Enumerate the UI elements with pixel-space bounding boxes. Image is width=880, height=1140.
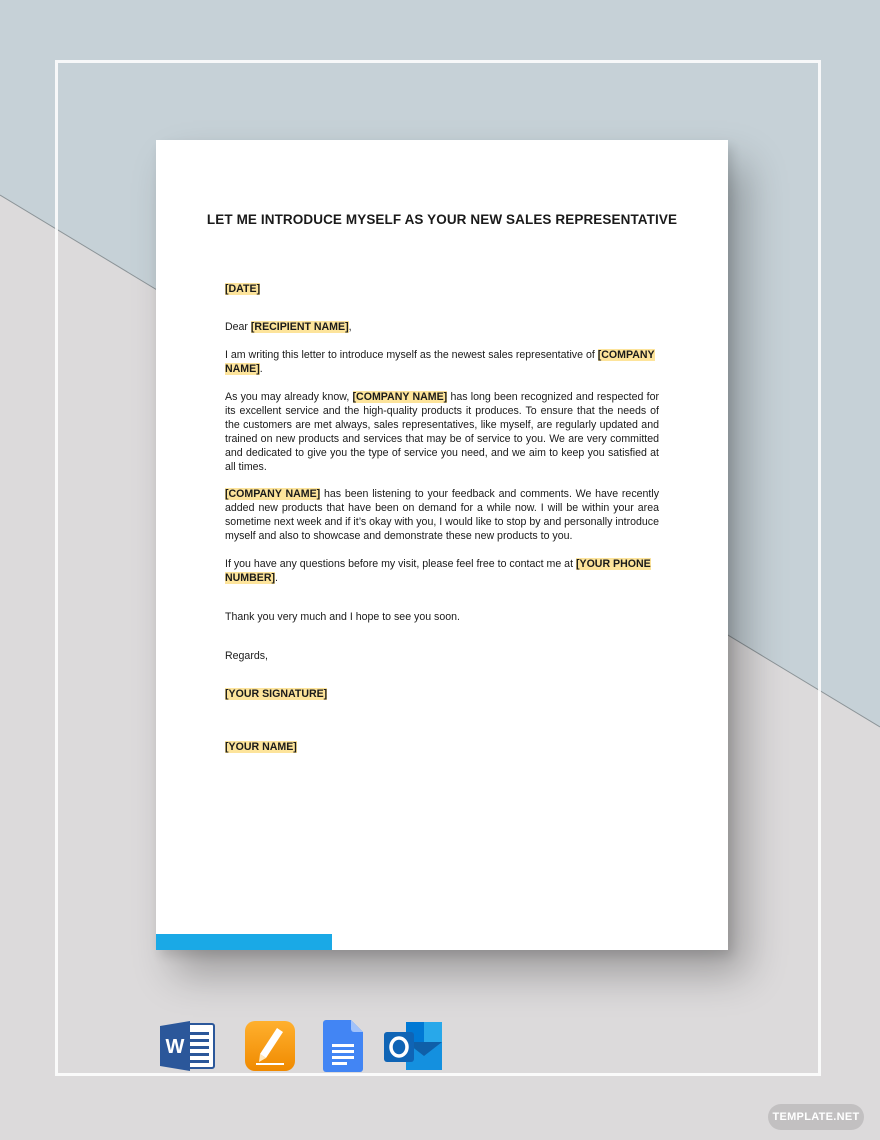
thanks-line: Thank you very much and I hope to see you soon. bbox=[225, 611, 460, 623]
phone-placeholder: [YOUR PHONE NUMBER] bbox=[225, 558, 651, 584]
microsoft-word-icon[interactable] bbox=[160, 1020, 216, 1077]
template-net-badge[interactable]: TEMPLATE.NET bbox=[768, 1104, 864, 1130]
paragraph-contact: If you have any questions before my visit, please feel free to contact me at [YOUR PHONE NUMBER]. bbox=[225, 558, 651, 584]
svg-text:W: W bbox=[165, 1036, 185, 1058]
signature-line bbox=[225, 687, 659, 701]
google-docs-icon[interactable] bbox=[323, 1020, 363, 1077]
recipient-placeholder: [RECIPIENT NAME] bbox=[250, 321, 349, 333]
company-name-placeholder: [COMPANY NAME] bbox=[225, 349, 655, 375]
apple-pages-icon[interactable] bbox=[244, 1020, 296, 1077]
name-line bbox=[225, 740, 659, 754]
company-name-placeholder: [COMPANY NAME] bbox=[225, 488, 321, 500]
letter-document bbox=[156, 140, 728, 950]
date-placeholder: [DATE] bbox=[225, 283, 261, 295]
greeting-line: Dear [RECIPIENT NAME], bbox=[225, 321, 352, 333]
accent-bar bbox=[156, 934, 332, 950]
paragraph-new-products: [COMPANY NAME] has been listening to your feedback and comments. We have recently added new products that have been on demand for a while now. I will be within your area sometime next week and if it’s okay with you, I would like to stop by and personally introduce myself and also to showcase and demonstrate these new products to you. bbox=[225, 488, 659, 542]
paragraph-about-company: As you may already know, [COMPANY NAME] has long been recognized and respected for its excellent service and the high-quality products it produces. To ensure that the needs of the customers are met always, sales representatives, like myself, are regularly updated and trained on new products and services that may be of service to you. We are very committed and dedicated to give you the type of service you need, and we aim to keep you satisfied at all times. bbox=[225, 391, 659, 473]
document-title: LET ME INTRODUCE MYSELF AS YOUR NEW SALES REPRESENTATIVE bbox=[206, 212, 678, 227]
microsoft-outlook-icon[interactable] bbox=[384, 1020, 444, 1077]
regards-line: Regards, bbox=[225, 650, 268, 662]
signature-placeholder: [YOUR SIGNATURE] bbox=[225, 688, 328, 700]
name-placeholder: [YOUR NAME] bbox=[225, 741, 297, 753]
company-name-placeholder: [COMPANY NAME] bbox=[352, 391, 448, 403]
date-line bbox=[225, 282, 659, 296]
paragraph-intro: I am writing this letter to introduce myself as the newest sales representative of [COMPANY NAME]. bbox=[225, 349, 655, 375]
